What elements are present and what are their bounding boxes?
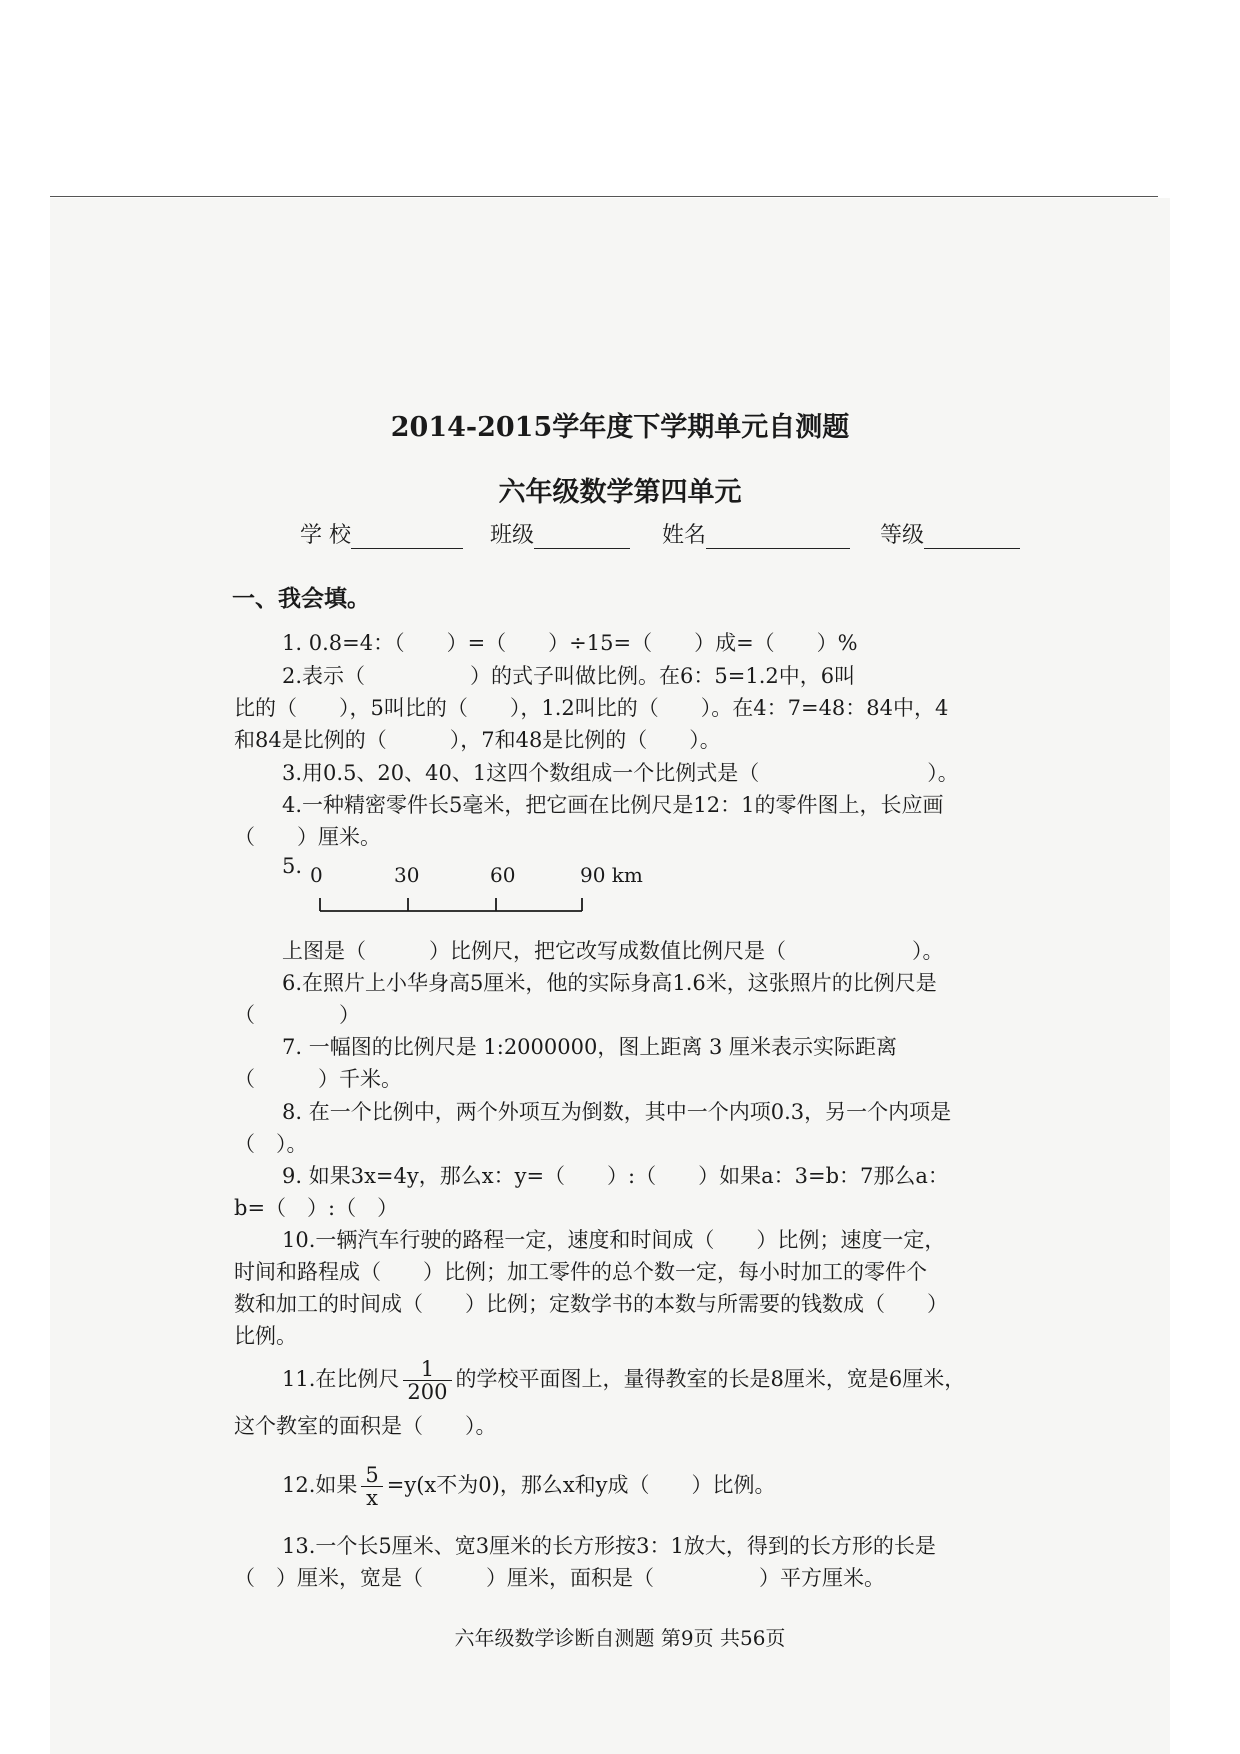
scale-fraction: $\frac{1}{200}$ xyxy=(403,1358,451,1403)
question-2-line-3: 和84是比例的（ ），7和48是比例的（ ）。 xyxy=(234,728,721,752)
school-label: 学 校 xyxy=(300,523,351,548)
line-scale-bar xyxy=(310,895,610,915)
class-label: 班级 xyxy=(490,523,535,548)
question-1: 1. 0.8=4：（ ）=（ ）÷15=（ ）成=（ ）% xyxy=(282,631,858,655)
question-12: 12.如果 $\frac{5}{x}$ =y(x不为0)，那么x和y成（ ）比例。 xyxy=(282,1463,776,1510)
scale-label-0: 0 xyxy=(310,863,323,887)
class-blank xyxy=(534,524,630,549)
page-footer: 六年级数学诊断自测题 第9页 共56页 xyxy=(454,1626,786,1650)
question-10-line-4: 比例。 xyxy=(234,1324,297,1348)
school-field xyxy=(300,518,463,549)
grade-label: 等级 xyxy=(880,523,925,548)
scale-bar-labels xyxy=(310,863,650,893)
school-blank xyxy=(351,524,463,549)
student-info-row xyxy=(300,518,1060,558)
question-2-line-1: 2.表示（ ）的式子叫做比例。在6：5=1.2中，6叫 xyxy=(282,664,856,688)
name-label: 姓名 xyxy=(662,523,707,548)
question-4-line-1: 4.一种精密零件长5毫米，把它画在比例尺是12：1的零件图上，长应画 xyxy=(282,793,944,817)
question-5-number: 5. xyxy=(282,854,303,878)
question-9-line-2: b=（ ）:（ ） xyxy=(234,1196,399,1220)
question-8-line-1: 8. 在一个比例中，两个外项互为倒数，其中一个内项0.3，另一个内项是 xyxy=(282,1100,952,1124)
name-blank xyxy=(706,524,850,549)
scale-label-30: 30 xyxy=(394,863,420,887)
question-2-line-2: 比的（ ），5叫比的（ ），1.2叫比的（ ）。在4：7=48：84中，4 xyxy=(234,696,949,720)
question-5-line-2: 上图是（ ）比例尺，把它改写成数值比例尺是（ ）。 xyxy=(282,939,944,963)
question-7-line-2: （ ）千米。 xyxy=(234,1067,402,1091)
question-9-line-1: 9. 如果3x=4y，那么x：y=（ ）:（ ）如果a：3=b：7那么a： xyxy=(282,1164,949,1188)
question-11-line-2: 这个教室的面积是（ ）。 xyxy=(234,1414,497,1438)
scale-label-90: 90 km xyxy=(580,863,643,887)
question-10-line-1: 10.一辆汽车行驶的路程一定，速度和时间成（ ）比例；速度一定， xyxy=(282,1228,946,1252)
question-8-line-2: （ ）。 xyxy=(234,1132,308,1156)
question-10-line-2: 时间和路程成（ ）比例；加工零件的总个数一定，每小时加工的零件个 xyxy=(234,1260,927,1284)
scale-label-60: 60 xyxy=(490,863,516,887)
grade-field xyxy=(880,518,1020,549)
question-3: 3.用0.5、20、40、1这四个数组成一个比例式是（ ）。 xyxy=(282,761,959,785)
section-heading: 一、我会填。 xyxy=(232,585,370,612)
document-title: 2014-2015学年度下学期单元自测题 xyxy=(390,412,850,443)
question-6-line-2: （ ） xyxy=(234,1003,360,1027)
question-13-line-2: （ ）厘米，宽是（ ）厘米，面积是（ ）平方厘米。 xyxy=(234,1566,885,1590)
five-over-x-fraction: $\frac{5}{x}$ xyxy=(361,1464,382,1509)
name-field xyxy=(662,518,850,549)
question-11-line-1: 11.在比例尺 $\frac{1}{200}$ 的学校平面图上，量得教室的长是8厘米，宽是6厘米， xyxy=(282,1357,966,1404)
scan-top-edge xyxy=(50,196,1158,197)
question-7-line-1: 7. 一幅图的比例尺是 1:2000000，图上距离 3 厘米表示实际距离 xyxy=(282,1035,898,1059)
class-field xyxy=(490,518,630,549)
grade-blank xyxy=(924,524,1020,549)
question-6-line-1: 6.在照片上小华身高5厘米，他的实际身高1.6米，这张照片的比例尺是 xyxy=(282,971,937,995)
question-13-line-1: 13.一个长5厘米、宽3厘米的长方形按3：1放大，得到的长方形的长是 xyxy=(282,1534,936,1558)
question-10-line-3: 数和加工的时间成（ ）比例；定数学书的本数与所需要的钱数成（ ） xyxy=(234,1292,948,1316)
document-subtitle: 六年级数学第四单元 xyxy=(498,477,742,508)
question-4-line-2: （ ）厘米。 xyxy=(234,825,381,849)
